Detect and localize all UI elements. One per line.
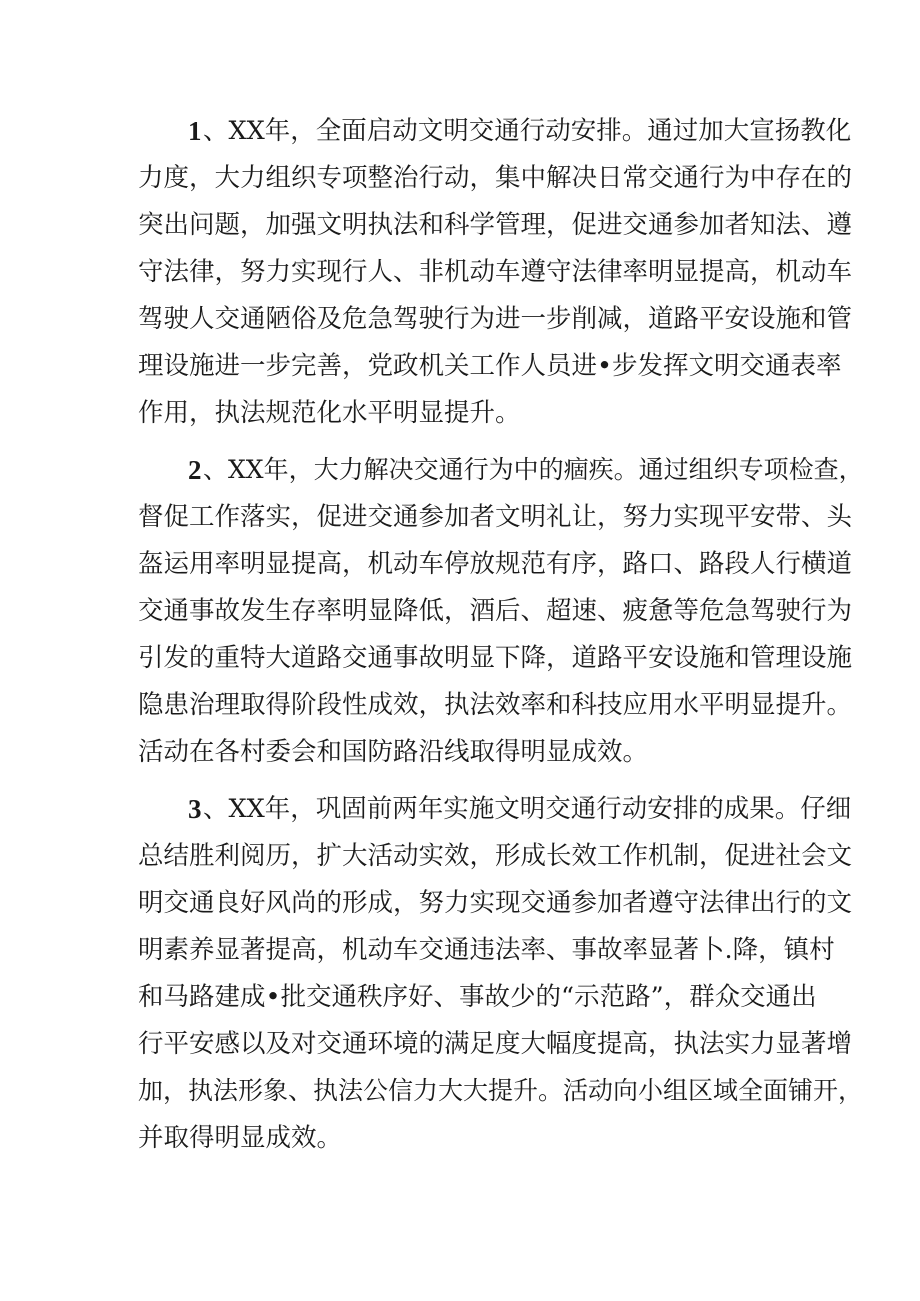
paragraph-1-line-1 bbox=[0, 108, 920, 154]
paragraph-1-line-4 bbox=[0, 249, 920, 295]
paragraph-3-line-6 bbox=[0, 1021, 920, 1067]
paragraph-1-line-7 bbox=[0, 390, 920, 436]
line-text: 引发的重特大道路交通事故明显下降，道路平安设施和管理设施 bbox=[138, 643, 853, 673]
paragraph-2-line-4 bbox=[0, 588, 920, 634]
line-text: 督促工作落实，促进交通参加者文明礼让，努力实现平安带、头 bbox=[138, 502, 853, 532]
line-text: 隐患治理取得阶段性成效，执法效率和科技应用水平明显提升。 bbox=[138, 690, 853, 720]
line-text: 明交通良好风尚的形成，努力实现交通参加者遵守法律出行的文 bbox=[138, 888, 853, 918]
paragraph-2-line-2 bbox=[0, 494, 920, 540]
paragraph-3-line-5 bbox=[0, 974, 920, 1020]
paragraph-2-number: 2 bbox=[188, 455, 202, 485]
line-text: 作用，执法规范化水平明显提升。 bbox=[138, 398, 521, 428]
line-text: 加，执法形象、执法公信力大大提升。活动向小组区域全面铺开， bbox=[138, 1076, 864, 1105]
paragraph-2-line-3 bbox=[0, 541, 920, 587]
line-text: 和马路建成•批交通秩序好、事故少的“示范路”，群众交通出 bbox=[138, 982, 817, 1012]
paragraph-3-line-7 bbox=[0, 1068, 920, 1114]
line-text: 行平安感以及对交通环境的满足度大幅度提高，执法实力显著增 bbox=[138, 1029, 853, 1059]
paragraph-1-number: 1 bbox=[188, 116, 202, 146]
paragraph-3-line-3 bbox=[0, 880, 920, 926]
line-text: 总结胜利阅历，扩大活动实效，形成长效工作机制，促进社会文 bbox=[138, 841, 853, 871]
line-text: 驾驶人交通陋俗及危急驾驶行为进一步削减，道路平安设施和管 bbox=[138, 304, 853, 334]
line-text: 明素养显著提高，机动车交通违法率、事故率显著卜.降，镇村 bbox=[138, 935, 835, 965]
paragraph-1-line-3 bbox=[0, 202, 920, 248]
paragraph-3-line-1 bbox=[0, 786, 920, 832]
paragraph-2-line-5 bbox=[0, 635, 920, 681]
line-text: 力度，大力组织专项整治行动，集中解决日常交通行为中存在的 bbox=[138, 163, 853, 193]
line-text: 交通事故发生存率明显降低，酒后、超速、疲惫等危急驾驶行为 bbox=[138, 596, 853, 626]
paragraph-1-line-2 bbox=[0, 155, 920, 201]
paragraph-3-line-8 bbox=[0, 1115, 920, 1161]
paragraph-2-line-1 bbox=[0, 447, 920, 493]
paragraph-1-line-5 bbox=[0, 296, 920, 342]
line-text: 守法律，努力实现行人、非机动车遵守法律率明显提高，机动车 bbox=[138, 257, 853, 287]
line-text: 并取得明显成效。 bbox=[138, 1123, 343, 1153]
paragraph-2-text: 、XX年，大力解决交通行为中的痼疾。通过组织专项检查， bbox=[203, 455, 864, 484]
paragraph-2-line-7 bbox=[0, 729, 920, 775]
paragraph-3-number: 3 bbox=[188, 794, 202, 824]
line-text: 活动在各村委会和国防路沿线取得明显成效。 bbox=[138, 737, 649, 767]
paragraph-1-text: 、XX年，全面启动文明交通行动安排。通过加大宣扬教化 bbox=[203, 116, 852, 146]
paragraph-2-line-6 bbox=[0, 682, 920, 728]
paragraph-3-line-4 bbox=[0, 927, 920, 973]
line-text: 理设施进一步完善，党政机关工作人员进•步发挥文明交通表率 bbox=[138, 351, 842, 381]
line-text: 盔运用率明显提高，机动车停放规范有序，路口、路段人行横道 bbox=[138, 549, 853, 579]
paragraph-1-line-6 bbox=[0, 343, 920, 389]
paragraph-3-text: 、XX年，巩固前两年实施文明交通行动安排的成果。仔细 bbox=[203, 794, 852, 824]
line-text: 突出问题，加强文明执法和科学管理，促进交通参加者知法、遵 bbox=[138, 210, 853, 240]
paragraph-3-line-2 bbox=[0, 833, 920, 879]
